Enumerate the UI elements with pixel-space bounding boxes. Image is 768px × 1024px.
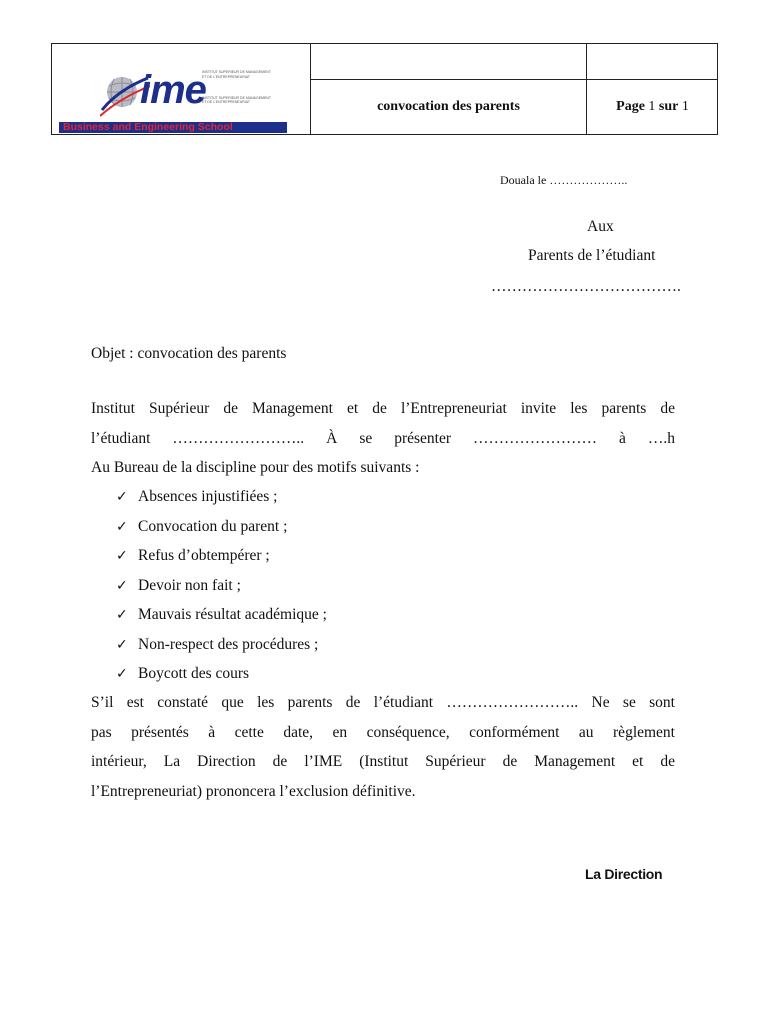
recipient-line: ………………………………. bbox=[491, 278, 681, 295]
logo-banner-text: Business and Engineering School bbox=[63, 121, 233, 133]
city-date: Douala le ……………….. bbox=[500, 173, 628, 187]
reason-text: Refus d’obtempérer ; bbox=[138, 547, 270, 564]
checkmark-icon: ✓ bbox=[116, 666, 128, 682]
reasons-list bbox=[116, 482, 327, 689]
logo-caption: ET DE L'ENTREPRENEURIAT bbox=[202, 75, 250, 79]
paragraph-line: Institut Supérieur de Management et de l’Entrepreneuriat invite les parents de bbox=[91, 400, 675, 417]
page-separator: sur bbox=[658, 99, 679, 114]
page-label: Page bbox=[616, 99, 645, 114]
logo-caption: ET DE L'ENTREPRENEURIAT bbox=[202, 100, 250, 104]
page-current: 1 bbox=[648, 99, 656, 114]
list-item bbox=[116, 482, 327, 512]
document-title: convocation des parents bbox=[377, 99, 520, 114]
conclusion-paragraph bbox=[91, 688, 675, 806]
checkmark-icon: ✓ bbox=[116, 518, 128, 535]
paragraph-line: l’étudiant …………………….. À se présenter …………………… à ….h bbox=[91, 430, 675, 447]
paragraph-line: S’il est constaté que les parents de l’étudiant …………………….. Ne se sont bbox=[91, 694, 675, 711]
reason-text: Mauvais résultat académique ; bbox=[138, 606, 327, 623]
signature: La Direction bbox=[585, 866, 663, 882]
reason-text: Absences injustifiées ; bbox=[138, 488, 278, 505]
list-item bbox=[116, 571, 327, 601]
logo-caption: INSTITUT SUPERIEUR DE MANAGEMENT bbox=[202, 70, 271, 74]
recipient-line: Aux bbox=[587, 218, 614, 235]
list-item bbox=[116, 630, 327, 660]
page-total: 1 bbox=[681, 99, 689, 114]
page-number bbox=[587, 80, 718, 134]
recipient-line: Parents de l’étudiant bbox=[528, 247, 656, 264]
list-item bbox=[116, 659, 327, 689]
reason-text: Devoir non fait ; bbox=[138, 576, 241, 594]
reason-text: Convocation du parent ; bbox=[138, 517, 288, 535]
paragraph-line: Au Bureau de la discipline pour des motifs suivants : bbox=[91, 459, 420, 476]
list-item bbox=[116, 512, 327, 542]
logo-banner bbox=[59, 122, 287, 133]
school-logo bbox=[52, 44, 310, 134]
paragraph-line: l’Entrepreneuriat) prononcera l’exclusion définitive. bbox=[91, 782, 416, 800]
reason-text: Non-respect des procédures ; bbox=[138, 635, 319, 653]
list-item bbox=[116, 541, 327, 571]
checkmark-icon: ✓ bbox=[116, 636, 128, 653]
document-header bbox=[51, 43, 718, 135]
checkmark-icon: ✓ bbox=[116, 577, 128, 594]
checkmark-icon: ✓ bbox=[116, 607, 128, 623]
list-item bbox=[116, 600, 327, 630]
logo-caption: INSTITUT SUPERIEUR DE MANAGEMENT bbox=[202, 96, 271, 100]
letter-subject: Objet : convocation des parents bbox=[91, 345, 287, 362]
logo-brand-text: ime bbox=[140, 68, 206, 112]
reason-text: Boycott des cours bbox=[138, 665, 250, 682]
paragraph-line: intérieur, La Direction de l’IME (Institut Supérieur de Management et de bbox=[91, 753, 675, 770]
checkmark-icon: ✓ bbox=[116, 489, 128, 505]
checkmark-icon: ✓ bbox=[116, 548, 128, 564]
paragraph-line: pas présentés à cette date, en conséquence, conformément au règlement bbox=[91, 723, 675, 741]
